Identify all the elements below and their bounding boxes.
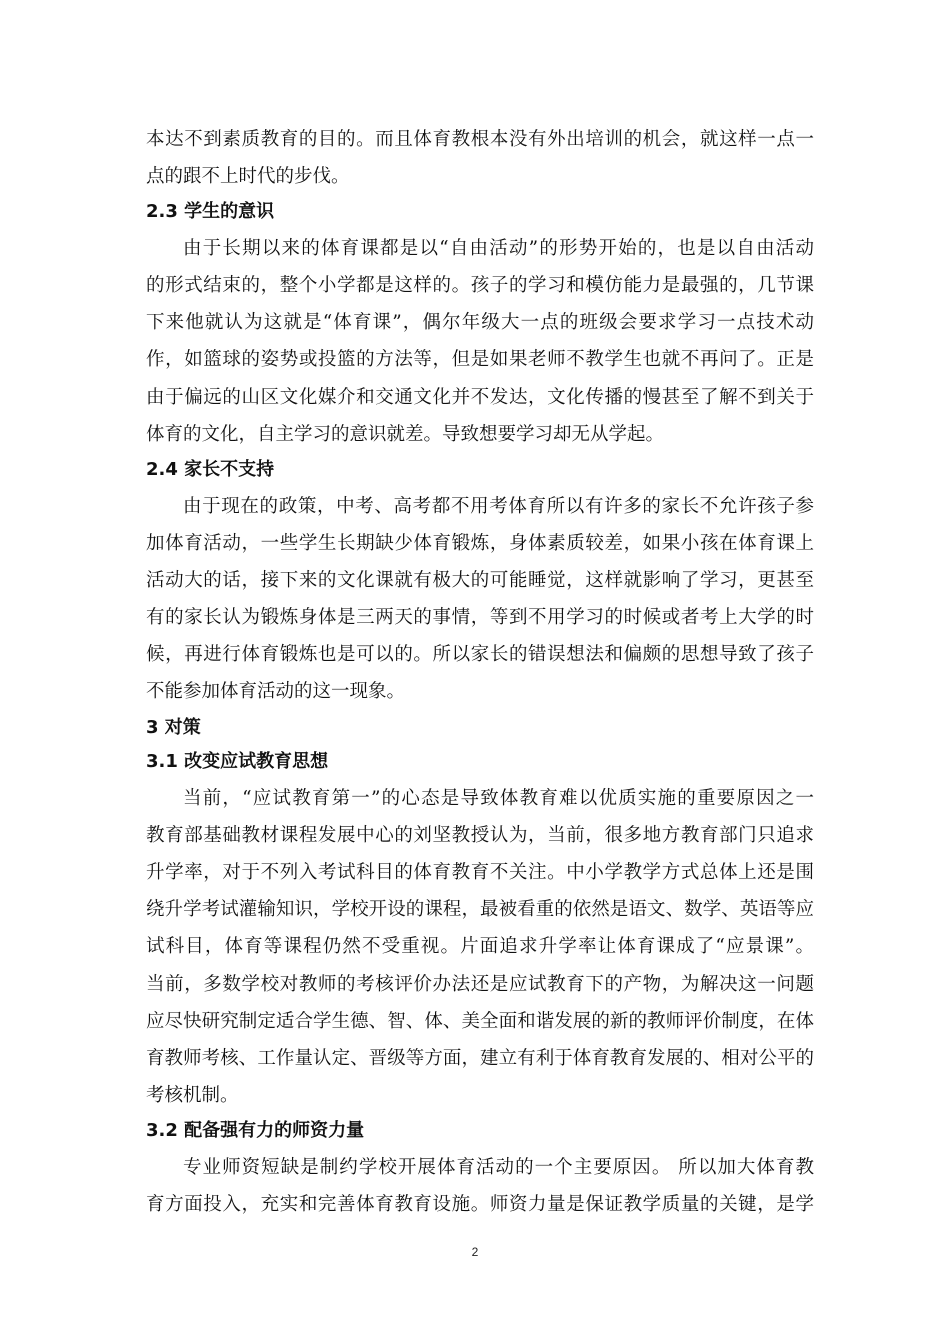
section-heading-2-4: 2.4 家长不支持: [146, 459, 275, 480]
body-line: 候，再进行体育锻炼也是可以的。所以家长的错误想法和偏颇的思想导致了孩子: [146, 644, 814, 666]
page-body: [146, 121, 814, 1223]
body-line: 由于长期以来的体育课都是以“自由活动”的形势开始的，也是以自由活动: [183, 237, 814, 259]
body-line: 本达不到素质教育的目的。而且体育教根本没有外出培训的机会，就这样一点一: [146, 129, 814, 150]
section-heading-3-1: 3.1 改变应试教育思想: [146, 751, 329, 773]
body-line: 试科目，体育等课程仍然不受重视。片面追求升学率让体育课成了“应景课”。: [146, 936, 814, 958]
page-number: 2: [471, 1245, 479, 1259]
body-line: 当前，多数学校对教师的考核评价办法还是应试教育下的产物，为解决这一问题: [146, 973, 814, 995]
body-line: 作，如篮球的姿势或投篮的方法等，但是如果老师不教学生也就不再问了。正是: [146, 349, 814, 371]
body-line: 育教师考核、工作量认定、晋级等方面，建立有利于体育教育发展的、相对公平的: [146, 1047, 814, 1069]
body-line: 绕升学考试灌输知识，学校开设的课程，最被看重的依然是语文、数学、英语等应: [146, 899, 814, 921]
section-heading-3-2: 3.2 配备强有力的师资力量: [146, 1120, 365, 1142]
section-heading-2-3: 2.3 学生的意识: [146, 201, 275, 223]
body-line: 应尽快研究制定适合学生德、智、体、美全面和谐发展的新的教师评价制度，在体: [146, 1010, 814, 1032]
body-line: 有的家长认为锻炼身体是三两天的事情，等到不用学习的时候或者考上大学的时: [146, 607, 814, 629]
body-line: 点的跟不上时代的步伐。: [146, 166, 350, 188]
body-line: 考核机制。: [146, 1085, 239, 1107]
body-line: 加体育活动，一些学生长期缺少体育锻炼，身体素质较差，如果小孩在体育课上: [146, 532, 814, 554]
body-line: 由于现在的政策，中考、高考都不用考体育所以有许多的家长不允许孩子参: [183, 495, 814, 517]
body-line: 由于偏远的山区文化媒介和交通文化并不发达，文化传播的慢甚至了解不到关于: [146, 386, 814, 408]
body-line: 当前，“应试教育第一”的心态是导致体教育难以优质实施的重要原因之一: [183, 787, 814, 809]
body-line: 育方面投入，充实和完善体育教育设施。师资力量是保证教学质量的关键，是学: [146, 1194, 814, 1215]
body-line: 活动大的话，接下来的文化课就有极大的可能睡觉，这样就影响了学习，更甚至: [146, 569, 814, 591]
body-line: 不能参加体育活动的这一现象。: [146, 681, 406, 703]
body-line: 专业师资短缺是制约学校开展体育活动的一个主要原因。 所以加大体育教: [183, 1156, 814, 1178]
body-line: 的形式结束的，整个小学都是这样的。孩子的学习和模仿能力是最强的，几节课: [146, 275, 814, 297]
body-line: 下来他就认为这就是“体育课”，偶尔年级大一点的班级会要求学习一点技术动: [146, 312, 814, 334]
section-heading-3: 3 对策: [146, 716, 201, 738]
body-line: 教育部基础教材课程发展中心的刘坚教授认为，当前，很多地方教育部门只追求: [146, 824, 814, 846]
body-line: 升学率，对于不列入考试科目的体育教育不关注。中小学教学方式总体上还是围: [146, 862, 814, 883]
body-line: 体育的文化，自主学习的意识就差。导致想要学习却无从学起。: [146, 423, 665, 445]
